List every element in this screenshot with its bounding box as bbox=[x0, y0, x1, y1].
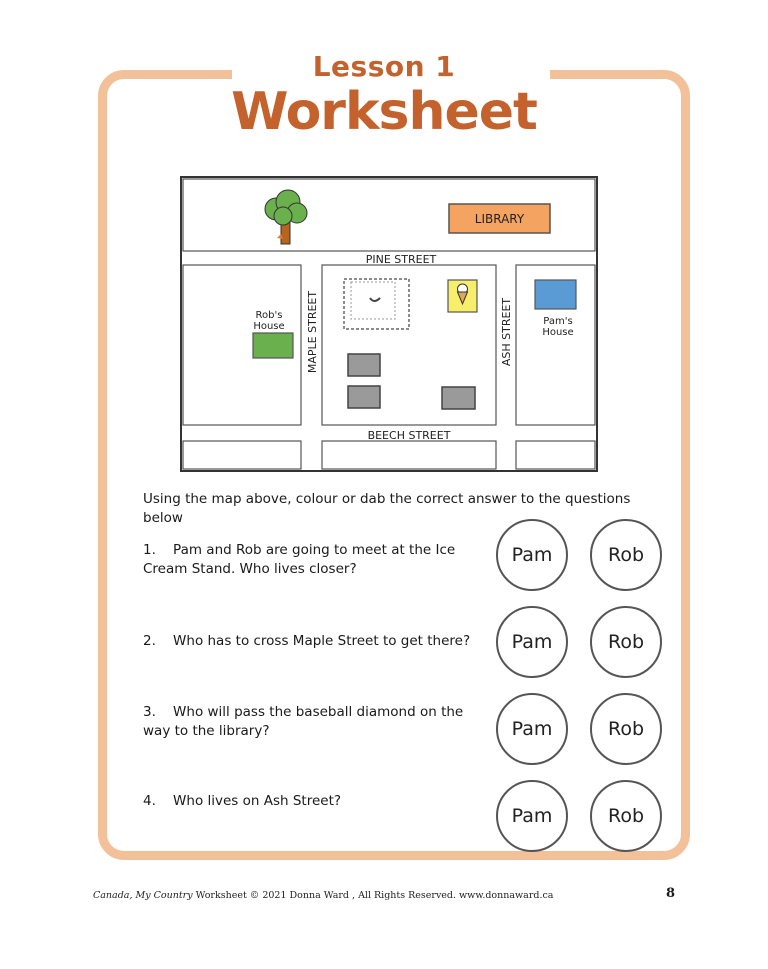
question-4-text: 4. Who lives on Ash Street? bbox=[143, 793, 342, 809]
question-1-option-rob[interactable]: Rob bbox=[590, 519, 662, 591]
footer-rights: Worksheet © 2021 Donna Ward , All Rights Reserved. www.donnaward.ca bbox=[192, 890, 554, 901]
robs-house-label-2: House bbox=[253, 321, 285, 332]
ash-street-label: ASH STREET bbox=[500, 297, 513, 367]
question-2-text: 2. Who has to cross Maple Street to get there? bbox=[143, 633, 471, 649]
worksheet-title: Worksheet bbox=[231, 82, 537, 142]
pams-house-label-2: House bbox=[542, 327, 574, 338]
pams-house bbox=[535, 280, 576, 309]
beech-street-label: BEECH STREET bbox=[367, 429, 451, 442]
pams-house-label-1: Pam's bbox=[543, 316, 573, 327]
question-3-option-rob[interactable]: Rob bbox=[590, 693, 662, 765]
footer-book-title: Canada, My Country bbox=[93, 890, 193, 901]
building-2 bbox=[348, 386, 380, 408]
maple-street-label: MAPLE STREET bbox=[306, 290, 319, 374]
building-3 bbox=[442, 387, 475, 409]
question-4-option-pam[interactable]: Pam bbox=[496, 780, 568, 852]
question-4-option-rob[interactable]: Rob bbox=[590, 780, 662, 852]
footer-copyright bbox=[93, 890, 553, 901]
ice-cream-stand-icon bbox=[448, 280, 477, 312]
lesson-title: Lesson 1 bbox=[312, 50, 456, 83]
question-3-text: 3. Who will pass the baseball diamond on the way to the library? bbox=[143, 704, 464, 739]
neighborhood-map bbox=[180, 176, 598, 472]
page-number: 8 bbox=[666, 886, 676, 901]
bottom-right-block bbox=[516, 441, 595, 469]
question-1-text: 1. Pam and Rob are going to meet at the Ice Cream Stand. Who lives closer? bbox=[143, 542, 456, 577]
question-1-option-pam[interactable]: Pam bbox=[496, 519, 568, 591]
pine-street-label: PINE STREET bbox=[365, 253, 437, 266]
bottom-center-block bbox=[322, 441, 496, 469]
question-2-option-pam[interactable]: Pam bbox=[496, 606, 568, 678]
robs-house-label-1: Rob's bbox=[255, 310, 283, 321]
library-label: LIBRARY bbox=[474, 212, 525, 226]
bottom-left-block bbox=[183, 441, 301, 469]
question-2-option-rob[interactable]: Rob bbox=[590, 606, 662, 678]
question-3-option-pam[interactable]: Pam bbox=[496, 693, 568, 765]
instructions-text: Using the map above, colour or dab the correct answer to the questions below bbox=[143, 491, 631, 526]
building-1 bbox=[348, 354, 380, 376]
robs-house bbox=[253, 333, 293, 358]
